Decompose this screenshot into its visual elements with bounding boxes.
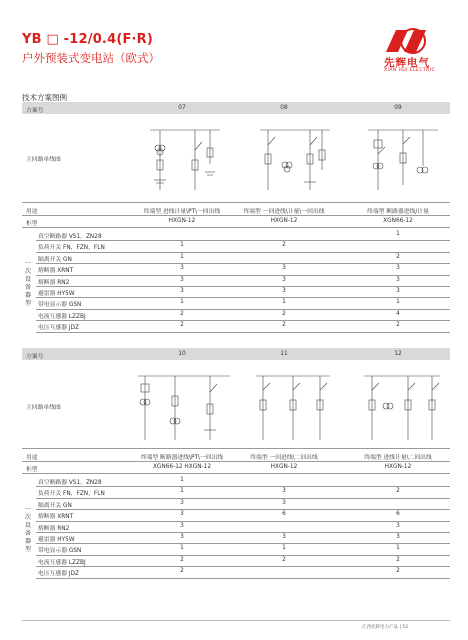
usage-label: 用途	[26, 209, 38, 215]
equipment-quantity: 1	[180, 488, 184, 495]
equipment-quantity: 3	[282, 499, 286, 506]
equipment-quantity: 3	[282, 265, 286, 272]
scheme-table-1	[22, 102, 450, 334]
scheme-label: 方案号	[26, 354, 44, 360]
row-divider	[36, 566, 450, 567]
equipment-quantity: 2	[396, 568, 400, 575]
equipment-quantity: 1	[282, 545, 286, 552]
row-divider	[36, 297, 450, 298]
equipment-quantity: 2	[282, 556, 286, 563]
row-divider	[36, 309, 450, 310]
equipment-quantity: 3	[180, 511, 184, 518]
equipment-name: 避雷器 HY5W	[38, 291, 75, 297]
equipment-quantity: 3	[396, 522, 400, 529]
equipment-quantity: 1	[396, 299, 400, 306]
scheme-number: 11	[280, 351, 288, 357]
usage-value: 终端型 一回进线\计量\一回出线	[243, 209, 325, 215]
cabinet-value: XGN66-12 HXGN-12	[152, 464, 212, 470]
equipment-quantity: 2	[396, 253, 400, 260]
cabinet-label: 柜型	[26, 467, 38, 473]
usage-label: 用途	[26, 455, 38, 461]
section-title: 技术方案图例	[22, 93, 67, 102]
equipment-quantity: 1	[396, 231, 400, 237]
table-divider	[22, 215, 450, 216]
logo-english-text: XIAN HUI ELECTRIC	[384, 68, 436, 73]
equipment-quantity: 2	[282, 242, 286, 249]
single-line-diagram-09	[358, 120, 448, 200]
scheme-number: 12	[394, 351, 402, 357]
cabinet-value: HXGN-12	[168, 218, 196, 224]
row-divider	[36, 263, 450, 264]
table-divider	[22, 202, 450, 203]
row-divider	[36, 578, 450, 579]
table-divider	[22, 473, 450, 474]
equipment-quantity: 1	[180, 299, 184, 306]
equipment-quantity: 2	[180, 310, 184, 317]
equipment-name: 熔断器 XRNT	[38, 268, 74, 275]
equipment-quantity: 3	[180, 522, 184, 529]
equipment-quantity: 3	[180, 534, 184, 540]
single-line-diagram-08	[250, 120, 340, 200]
equipment-quantity: 1	[180, 242, 184, 249]
equipment-name: 电流互感器 LZZBJ	[38, 313, 86, 320]
equipment-quantity: 4	[396, 310, 400, 317]
row-divider	[36, 555, 450, 556]
equipment-quantity: 1	[180, 545, 184, 552]
row-divider	[36, 521, 450, 522]
row-divider	[36, 275, 450, 276]
usage-value: 终端型 断路器进线/计量	[367, 209, 429, 215]
scheme-table-2	[22, 348, 450, 588]
row-divider	[36, 240, 450, 241]
cabinet-value: HXGN-12	[270, 464, 298, 470]
equipment-quantity: 3	[180, 265, 184, 272]
equipment-name: 真空断路器 VS1，ZN28	[38, 480, 102, 486]
footer-divider	[22, 620, 450, 621]
single-line-diagram-07	[140, 120, 230, 200]
equipment-quantity: 3	[282, 488, 286, 495]
row-divider	[36, 332, 450, 333]
equipment-quantity: 3	[282, 276, 286, 283]
row-divider	[36, 252, 450, 253]
table-divider	[22, 448, 450, 449]
equipment-name: 负荷开关 FN，FZN，FLN	[38, 491, 105, 498]
row-divider	[36, 320, 450, 321]
cabinet-label: 柜型	[26, 221, 38, 227]
equipment-quantity: 3	[282, 288, 286, 294]
scheme-header-bar	[22, 102, 450, 114]
footer-separator: |	[399, 625, 403, 630]
single-line-diagram-11	[248, 366, 338, 450]
single-line-diagram-12	[356, 366, 448, 450]
equipment-quantity: 3	[396, 534, 400, 540]
usage-value: 终端型 断路器进线\PT\一回出线	[140, 455, 224, 461]
equipment-quantity: 3	[180, 288, 184, 294]
scheme-header-bar	[22, 348, 450, 360]
equipment-quantity: 3	[180, 499, 184, 506]
equipment-quantity: 6	[396, 511, 400, 518]
cabinet-value: XGN66-12	[383, 218, 413, 224]
equipment-quantity: 6	[282, 511, 286, 518]
equipment-quantity: 1	[282, 299, 286, 306]
page-subtitle: 户外预装式变电站（欧式）	[22, 51, 160, 65]
usage-value: 终端型 进线计量\二回出线	[364, 455, 432, 461]
equipment-name: 负荷开关 FN，FZN，FLN	[38, 245, 105, 252]
diagram-label: 主回路单线图	[26, 405, 61, 411]
equipment-quantity: 3	[180, 276, 184, 283]
logo-text: 先辉电气	[384, 57, 430, 69]
equipment-name: 熔断器 RN2	[38, 525, 70, 532]
equipment-name: 熔断器 RN2	[38, 279, 70, 286]
equipment-quantity: 2	[180, 568, 184, 575]
footer-company: 江西先辉电力产品	[362, 625, 398, 630]
equipment-name: 带电显示器 GSN	[38, 548, 82, 555]
page-number: 52	[402, 625, 409, 630]
equipment-group-label: 一次设备器型	[24, 506, 31, 553]
equipment-name: 电流互感器 LZZBJ	[38, 559, 86, 566]
row-divider	[36, 543, 450, 544]
equipment-quantity: 3	[282, 534, 286, 540]
scheme-label: 方案号	[26, 108, 44, 114]
scheme-number: 07	[178, 105, 186, 111]
usage-value: 终端型 一回进线\二回出线	[250, 455, 318, 461]
equipment-quantity: 3	[396, 276, 400, 283]
row-divider	[36, 486, 450, 487]
equipment-quantity: 2	[180, 556, 184, 563]
scheme-number: 10	[178, 351, 186, 357]
row-divider	[36, 509, 450, 510]
equipment-name: 带电显示器 GSN	[38, 302, 82, 309]
single-line-diagram-10	[130, 366, 240, 450]
table-divider	[22, 461, 450, 462]
equipment-quantity: 1	[180, 477, 184, 483]
equipment-quantity: 2	[180, 322, 184, 329]
page-title: YB □ -12/0.4(F·R)	[22, 32, 154, 47]
cabinet-value: HXGN-12	[384, 464, 412, 470]
table-divider	[22, 227, 450, 228]
equipment-quantity: 2	[282, 322, 286, 329]
equipment-quantity: 3	[396, 288, 400, 294]
equipment-quantity: 1	[180, 253, 184, 260]
equipment-group-label: 一次设备器型	[24, 260, 31, 307]
cabinet-value: HXGN-12	[270, 218, 298, 224]
row-divider	[36, 286, 450, 287]
usage-value: 终端型 进线计量\PT\一回出线	[143, 209, 221, 215]
row-divider	[36, 532, 450, 533]
scheme-number: 09	[394, 105, 402, 111]
equipment-quantity: 2	[396, 322, 400, 329]
equipment-name: 电压互感器 JDZ	[38, 325, 79, 332]
equipment-quantity: 2	[396, 488, 400, 495]
equipment-name: 隔离开关 GN	[38, 502, 72, 509]
equipment-name: 隔离开关 GN	[38, 256, 72, 263]
footer	[362, 624, 408, 630]
equipment-name: 熔断器 XRNT	[38, 514, 74, 521]
equipment-quantity: 1	[396, 545, 400, 552]
scheme-number: 08	[280, 105, 288, 111]
equipment-name: 避雷器 HY5W	[38, 537, 75, 543]
equipment-quantity: 2	[282, 310, 286, 317]
row-divider	[36, 498, 450, 499]
equipment-name: 电压互感器 JDZ	[38, 571, 79, 578]
equipment-quantity: 3	[396, 265, 400, 272]
equipment-name: 真空断路器 VS1，ZN28	[38, 234, 102, 240]
equipment-quantity: 2	[396, 556, 400, 563]
diagram-label: 主回路单线图	[26, 157, 61, 163]
